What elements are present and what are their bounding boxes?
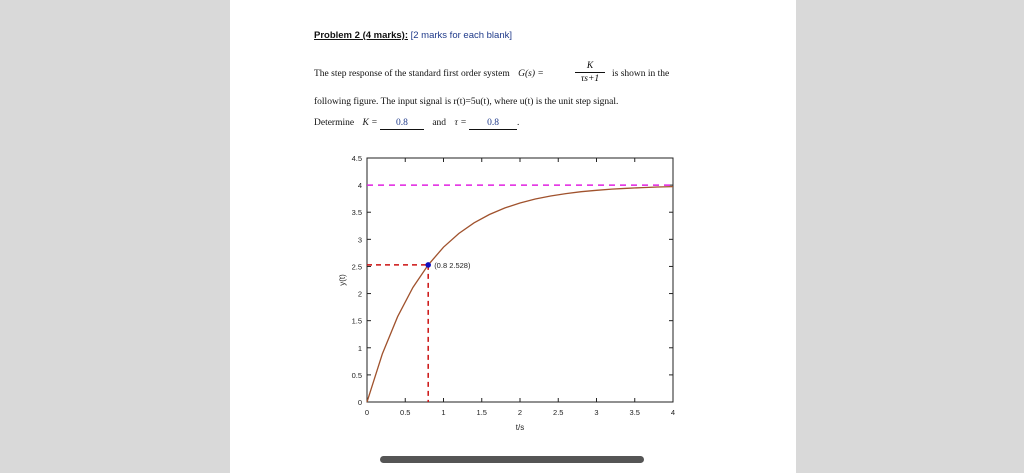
line1-post: is shown in the: [612, 69, 670, 79]
determine-label: Determine: [314, 118, 355, 128]
and-label: and: [432, 118, 447, 128]
step-response-curve: [367, 187, 673, 402]
data-point-label: (0.8 2.528): [434, 260, 471, 270]
x-tick-label: 3: [594, 408, 599, 417]
horizontal-scrollbar[interactable]: [380, 456, 644, 463]
y-tick-label: 2: [357, 289, 362, 299]
y-tick-label: 0: [357, 398, 362, 407]
tau-label: τ =: [454, 118, 467, 128]
problem-line-2: following figure. The input signal is r(t)=5u(t), where u(t) is the unit step signal.: [314, 97, 619, 107]
x-tick-label: 3.5: [629, 408, 640, 417]
y-tick-label: 4.5: [351, 154, 362, 163]
x-tick-label: 2: [517, 408, 523, 417]
y-tick-label: 1.5: [351, 316, 362, 326]
line1-pre: The step response of the standard first order system: [314, 69, 510, 79]
data-point-marker: [425, 262, 431, 268]
y-tick-label: 0.5: [351, 370, 362, 380]
x-tick-label: 1: [441, 408, 446, 417]
k-label: K =: [362, 118, 378, 128]
problem-line-1: [314, 69, 544, 79]
y-axis-label: y(t): [338, 274, 347, 286]
y-tick-label: 4: [357, 181, 362, 191]
k-answer: 0.8: [380, 118, 424, 130]
x-axis-label: t/s: [515, 423, 525, 432]
y-tick-label: 3.5: [351, 208, 362, 218]
x-tick-label: 0: [364, 408, 370, 417]
problem-heading: Problem 2 (4 marks):: [314, 30, 408, 41]
x-tick-label: 1.5: [476, 408, 487, 417]
fraction-numerator: K: [575, 61, 605, 73]
y-tick-label: 1: [357, 343, 362, 353]
plot-frame: [367, 158, 673, 402]
x-tick-label: 0.5: [400, 408, 411, 417]
problem-title: [314, 30, 512, 41]
x-tick-label: 2.5: [553, 408, 564, 417]
x-tick-label: 4: [670, 408, 676, 417]
marks-note: [2 marks for each blank]: [410, 30, 513, 41]
fraction-denominator: τs+1: [580, 74, 600, 84]
tau-answer: 0.8: [469, 118, 517, 130]
g-of-s: G(s) =: [518, 69, 544, 79]
y-tick-label: 3: [357, 235, 362, 245]
transfer-fraction: [575, 61, 605, 85]
y-tick-label: 2.5: [351, 262, 362, 272]
chart-svg: [330, 150, 690, 440]
step-response-chart: [330, 150, 690, 445]
determine-line: Determine K = 0.8 and τ = 0.8 .: [314, 118, 520, 128]
document-page: [230, 0, 796, 473]
